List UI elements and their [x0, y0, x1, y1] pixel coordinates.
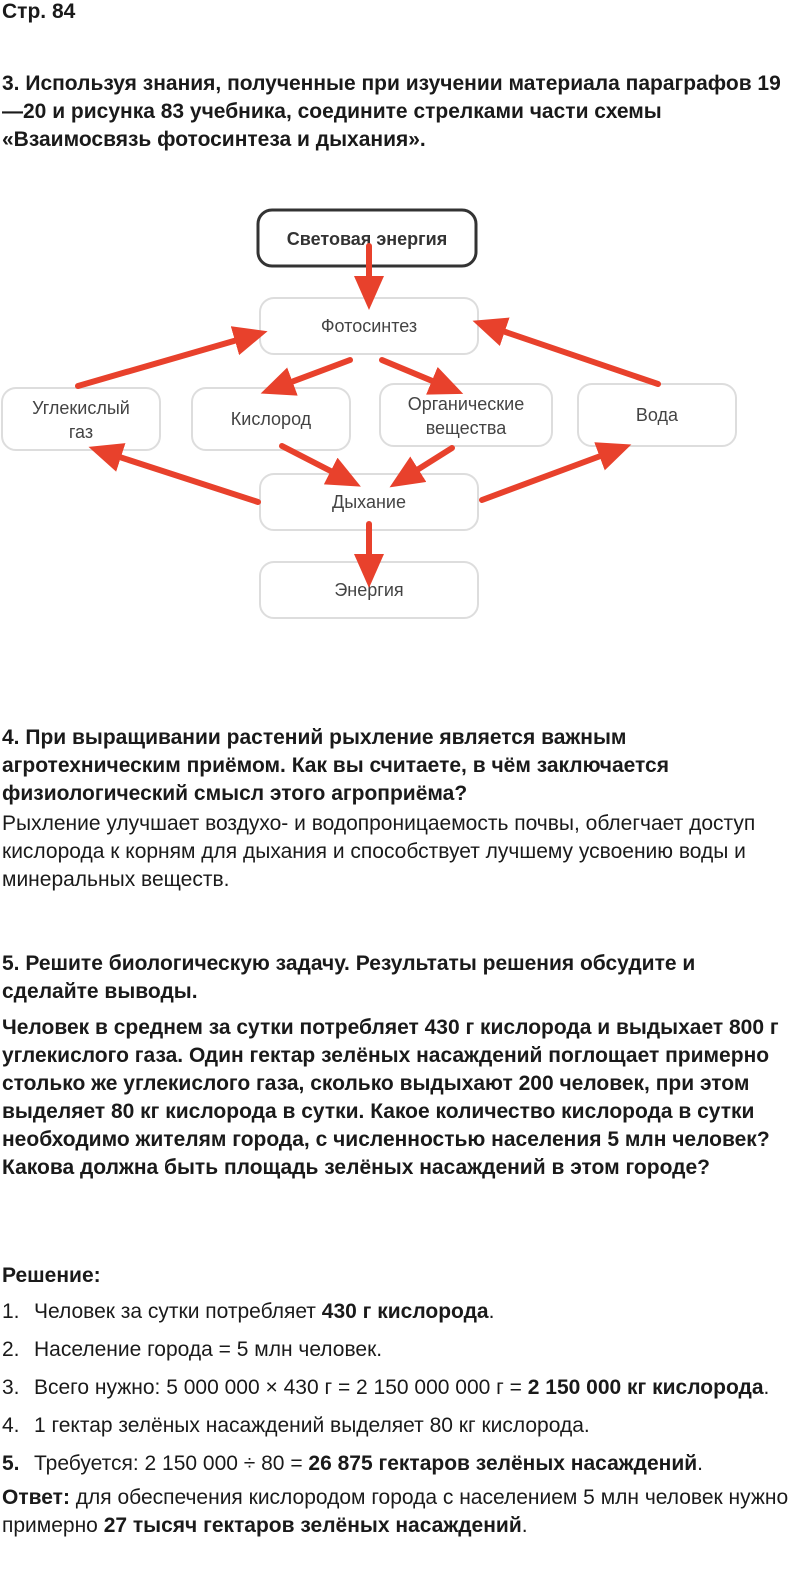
step-number: 3. [2, 1376, 20, 1399]
arrow-respiration-to-co2 [98, 450, 258, 502]
organic-label-line1: Органические [407, 394, 525, 414]
arrow-water-to-photosynthesis [482, 324, 658, 384]
step-bold: 26 875 гектаров зелёных насаждений [308, 1452, 698, 1475]
photosynthesis-label: Фотосинтез [320, 316, 418, 336]
task-4-question: 4. При выращивании растений рыхление является важным агротехническим приёмом. Как вы считаете, в чём заключается физиологический смысл этого агроприёма? [2, 726, 669, 805]
step-bold: 430 г кислорода [321, 1300, 489, 1323]
photosynthesis-node [260, 298, 478, 354]
step-tail: . [697, 1452, 704, 1475]
solution-step-4 [2, 1412, 794, 1440]
step-number: 4. [2, 1414, 20, 1437]
solution [2, 1262, 794, 1540]
answer-bold: 27 тысяч гектаров зелёных насаждений [103, 1514, 522, 1537]
arrow-respiration-to-water [482, 448, 622, 500]
task-4 [2, 724, 794, 894]
oxygen-node [192, 388, 350, 450]
answer-label: Ответ: [2, 1486, 70, 1509]
co2-label-line2: газ [68, 422, 94, 442]
solution-step-1 [2, 1298, 794, 1326]
energy-label: Энергия [334, 580, 404, 600]
step-tail: . [763, 1376, 770, 1399]
task-5-problem: Человек в среднем за сутки потребляет 430 г кислорода и выдыхает 800 г углекислого газа. Один гектар зелёных насаждений поглощает примерно столько же углекислого газа, сколько выдыхают 200 человек, при этом выделяет 80 кг кислорода в сутки. Какое количество кислорода в сутки необходимо жителям города, с численностью населения 5 млн человек? Какова должна быть площадь зелёных насаждений в этом городе? [2, 1016, 779, 1179]
task-4-answer: Рыхление улучшает воздухо- и водопроницаемость почвы, облегчает доступ кислорода к корням для дыхания и способствует лучшему усвоению воды и минеральных веществ. [2, 812, 756, 891]
answer-text: для обеспечения кислородом города с населением 5 млн человек нужно примерно [2, 1486, 789, 1537]
step-text: Человек за сутки потребляет [34, 1300, 322, 1323]
step-tail: . [488, 1300, 495, 1323]
step-text: Всего нужно: 5 000 000 × 430 г = 2 150 000 000 г = [34, 1376, 528, 1399]
solution-step-3 [2, 1374, 794, 1402]
step-text: Население города = 5 млн человек. [34, 1338, 383, 1361]
organic-label-line2: вещества [425, 418, 507, 438]
co2-label-line1: Углекислый [32, 398, 130, 418]
water-label: Вода [635, 405, 679, 425]
organic-node [380, 384, 552, 446]
respiration-label: Дыхание [332, 492, 406, 512]
answer [2, 1484, 794, 1540]
step-text: 1 гектар зелёных насаждений выделяет 80 кг кислорода. [34, 1414, 590, 1437]
co2-node [2, 388, 160, 450]
step-number: 1. [2, 1300, 20, 1323]
arrow-photosynthesis-to-oxygen [270, 360, 350, 390]
step-bold: 2 150 000 кг кислорода [527, 1376, 764, 1399]
step-number: 5. [2, 1452, 20, 1475]
water-node [578, 384, 736, 446]
task-5-question: 5. Решите биологическую задачу. Результаты решения обсудите и сделайте выводы. [2, 952, 696, 1003]
solution-steps [2, 1298, 794, 1478]
task-5 [2, 950, 794, 1182]
step-number: 2. [2, 1338, 20, 1361]
arrow-co2-to-photosynthesis [78, 334, 258, 386]
light-energy-label: Световая энергия [286, 229, 448, 249]
answer-tail: . [521, 1514, 528, 1537]
solution-heading: Решение: [2, 1264, 101, 1287]
photosynthesis-respiration-diagram [0, 200, 800, 630]
solution-step-5 [2, 1450, 794, 1478]
solution-step-2 [2, 1336, 794, 1364]
page-title: Стр. 84 [2, 0, 76, 23]
task-3-question: 3. Используя знания, полученные при изучении материала параграфов 19—20 и рисунка 83 учебника, соедините стрелками части схемы «Взаимосвязь фотосинтеза и дыхания». [2, 72, 781, 151]
task-3 [2, 70, 794, 154]
oxygen-label: Кислород [230, 409, 312, 429]
step-text: Требуется: 2 150 000 ÷ 80 = [34, 1452, 309, 1475]
